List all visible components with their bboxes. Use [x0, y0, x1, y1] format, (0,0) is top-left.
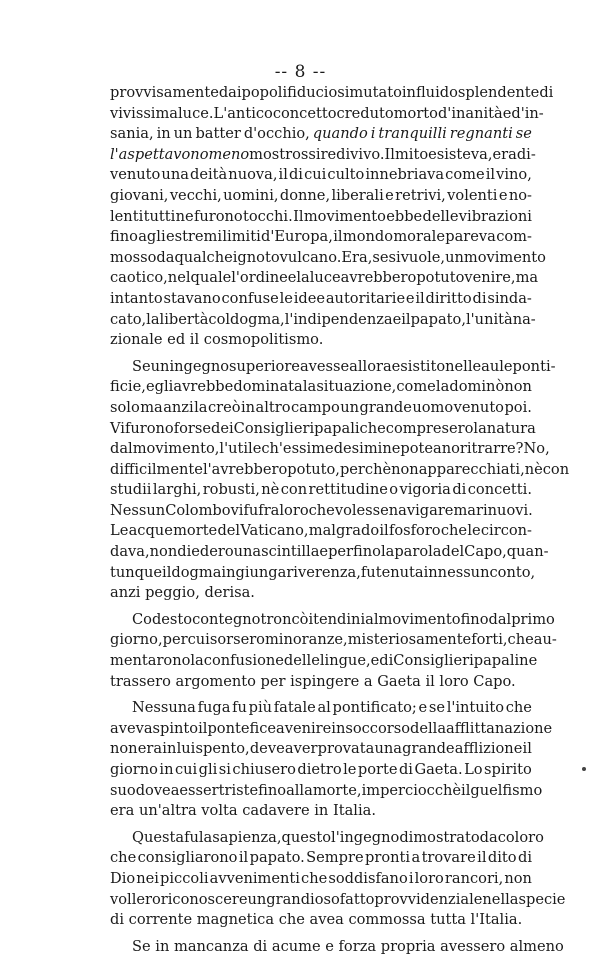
text-line: giorno, per cui sorsero minoranze, misteriosamente forti, che au- — [110, 631, 557, 649]
text-line: suo dovea esser triste fino alla morte, imperciocchè il guelfismo — [110, 781, 543, 799]
text-line: Se in mancanza di acume e forza propria avessero almeno — [132, 937, 564, 955]
text-line: anzi peggio, derisa. — [110, 584, 255, 602]
text-line: sania, in un batter d'occhio, quando i tranquilli regnanti se — [110, 125, 532, 143]
text-line: dava, non diedero una scintilla e perfino la parola del Capo, quan- — [110, 543, 549, 561]
text-line: giovani, vecchi, uomini, donne, liberali e retrivi, volenti e no- — [110, 186, 532, 204]
text-line: aveva spinto il pontefice a venire in soccorso della afflitta nazione — [110, 719, 553, 737]
text-line: Se un ingegno superiore avesse allora esistito nelle aule ponti- — [132, 357, 556, 375]
text-line: difficilmente l'avrebbero potuto, perchè non apparecchiati, nè con — [110, 460, 570, 478]
text-line: fino agli estremi limiti d'Europa, il mondo morale pareva com- — [110, 228, 532, 246]
text-line: ficie, egli avrebbe dominata la situazione, come la dominò non — [110, 378, 532, 396]
text-line: Codesto contegno troncò i tendini al movimento fino dal primo — [132, 610, 555, 628]
text-line: zionale ed il cosmopolitismo. — [110, 331, 324, 349]
text-line: giorno in cui gli si chiusero dietro le porte di Gaeta. Lo spirito — [110, 761, 532, 778]
text-line: tunque il dogma ingiunga riverenza, fu tenuta in nessun conto, — [110, 563, 536, 581]
text-line: mosso da qualche ignoto vulcano. Era, se si vuole, un movimento — [110, 248, 546, 266]
text-line: lenti tutti ne furono tocchi. Il movimento ebbe delle vibrazioni — [110, 207, 532, 225]
page-number: -- 8 -- — [274, 62, 327, 82]
text-line: caotico, nel quale l'ordine e la luce avrebbero potuto venire, ma — [110, 269, 539, 287]
text-line: l'aspettavono meno mostrossi redivivo. Il mito esisteva, era di- — [110, 145, 536, 163]
text-line: Dio nei piccoli avvenimenti che soddisfano i loro rancori, non — [110, 869, 532, 887]
text-line: Vi furono forse dei Consiglieri papali che compresero la natura — [110, 419, 536, 437]
text-line: che consigliarono il papato. Sempre pronti a trovare il dito di — [110, 849, 532, 867]
text-line: solo ma anzi la creò in altro campo un grande uomo venuto poi. — [110, 398, 532, 416]
text-line: Nessuna fuga fu più fatale al pontificato; e se l'intuito che — [132, 699, 532, 717]
text-line: Nessun Colombo vi fu fra loro che volesse navigare mari nuovi. — [110, 501, 533, 519]
text-line: mentarono la confusione delle lingue, ed i Consiglieri papali ne — [110, 652, 538, 670]
body-text — [110, 83, 570, 957]
text-line: dal movimento, l'utile ch'essi medesimi ne poteano ritrarre? No, — [110, 440, 550, 458]
text-line: intanto stavano confuse le idee autoritarie e il diritto di sinda- — [110, 289, 532, 307]
text-line: cato, la libertà col dogma, l'indipendenza e il papato, l'unità na- — [110, 310, 536, 328]
margin-speck — [582, 767, 586, 771]
text-line: Le acque morte del Vaticano, malgrado il fosforo che le circon- — [110, 522, 532, 540]
text-line: trassero argomento per ispingere a Gaeta il loro Capo. — [110, 672, 516, 690]
text-line: vollero riconoscere un grandioso fatto provvidenziale nella specie — [110, 890, 566, 908]
text-line: era un'altra volta cadavere in Italia. — [110, 802, 376, 820]
text-line: provvisamente dai popoli fiduciosi mutato in fluido splendente di — [110, 84, 554, 101]
text-line: vivissima luce. L'antico concetto creduto morto d'inanità e d'in- — [110, 104, 544, 122]
text-line: Questa fu la sapienza, questo l'ingegno dimostrato da coloro — [132, 828, 544, 846]
text-line: studii larghi, robusti, nè con rettitudine o vigoria di concetti. — [110, 481, 532, 499]
text-line: venuto una deità nuova, il di cui culto innebriava come il vino, — [110, 166, 532, 184]
text-line: non era in lui spento, deve aver provata una grande afflizione il — [110, 740, 532, 758]
text-line: di corrente magnetica che avea commossa tutta l'Italia. — [110, 911, 523, 929]
